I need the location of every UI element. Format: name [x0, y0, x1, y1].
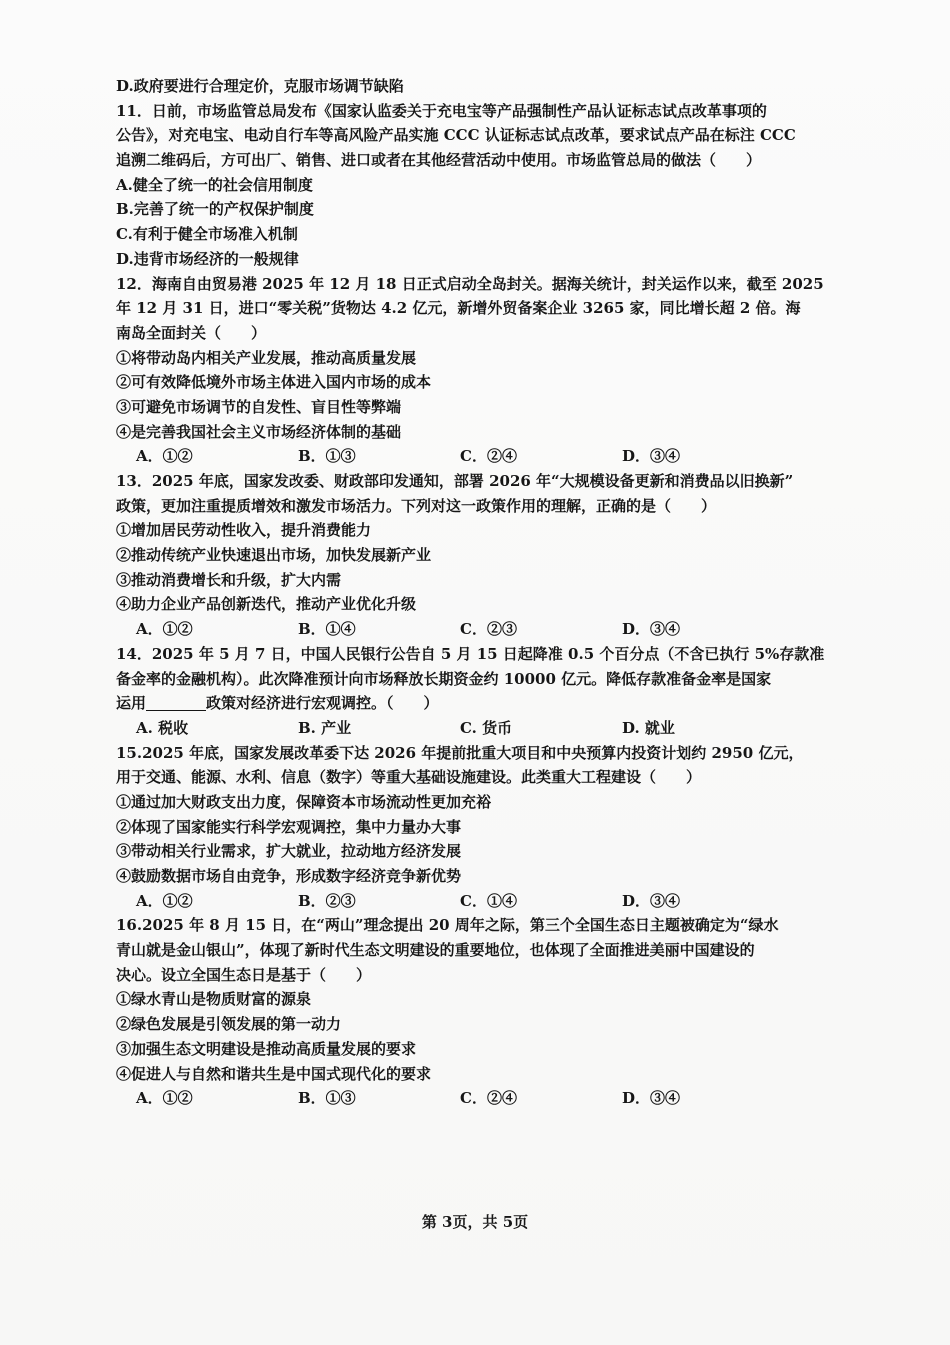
q16-stem-line: 青山就是金山银山”，体现了新时代生态文明建设的重要地位，也体现了全面推进美丽中国建设的 [116, 941, 755, 960]
q10-choice-d: D.政府要进行合理定价，克服市场调节缺陷 [116, 77, 404, 95]
q11-choice-a[interactable]: A.健全了统一的社会信用制度 [116, 175, 313, 194]
q12-options [116, 444, 832, 469]
q15-item-2: ②体现了国家能实行科学宏观调控，集中力量办大事 [116, 817, 462, 836]
q13-stem-line: 13．2025 年底，国家发改委、财政部印发通知，部署 2026 年“大规模设备更新和消费品以旧换新” [116, 472, 794, 490]
q14-stem-prefix: 运用 [116, 694, 147, 713]
q14-stem-suffix: 政策对经济进行宏观调控。（ ） [206, 694, 439, 713]
q12-item-2: ②可有效降低境外市场主体进入国内市场的成本 [116, 373, 432, 392]
q16-stem-line: 16.2025 年 8 月 15 日，在“两山”理念提出 20 周年之际，第三个全国生态日主题被确定为“绿水 [116, 916, 779, 935]
q15-stem-line: 15.2025 年底，国家发展改革委下达 2026 年提前批重大项目和中央预算内投资计划约 2950 亿元， [116, 743, 804, 762]
q16-option-d[interactable]: D．③④ [622, 1089, 681, 1108]
q12-stem-line: 南岛全面封关（ ） [116, 323, 267, 342]
q12-item-3: ③可避免市场调节的自发性、盲目性等弊端 [116, 397, 402, 416]
q12-stem-line: 年 12 月 31 日，进口“零关税”货物达 4.2 亿元，新增外贸备案企业 3265 家，同比增长超 2 倍。海 [116, 299, 801, 318]
q14-option-d[interactable]: D. 就业 [622, 718, 675, 737]
q15-option-b[interactable]: B．②③ [298, 891, 356, 910]
q16-option-b[interactable]: B．①③ [298, 1089, 356, 1108]
q16-option-c[interactable]: C．②④ [460, 1089, 517, 1108]
q13-option-a[interactable]: A．①② [136, 620, 193, 639]
q15-options [116, 889, 832, 914]
q14-stem-line: 14．2025 年 5 月 7 日，中国人民银行公告自 5 月 15 日起降准 0.5 个百分点（不含已执行 5%存款准 [116, 644, 825, 663]
q15-option-d[interactable]: D．③④ [622, 891, 681, 910]
page-content [116, 74, 832, 1111]
q11-choice-c[interactable]: C.有利于健全市场准入机制 [116, 225, 298, 244]
question-16 [116, 913, 832, 1111]
q12-item-1: ①将带动岛内相关产业发展，推动高质量发展 [116, 348, 417, 367]
q14-stem-line: 备金率的金融机构）。此次降准预计向市场释放长期资金约 10000 亿元。降低存款准备金率是国家 [116, 669, 772, 688]
q13-item-4: ④助力企业产品创新迭代，推动产业优化升级 [116, 595, 417, 614]
q14-options [116, 716, 832, 741]
q14-option-a[interactable]: A. 税收 [136, 718, 189, 737]
q16-item-3: ③加强生态文明建设是推动高质量发展的要求 [116, 1039, 417, 1058]
q15-item-1: ①通过加大财政支出力度，保障资本市场流动性更加充裕 [116, 792, 492, 811]
q11-choice-b[interactable]: B.完善了统一的产权保护制度 [116, 200, 314, 219]
page-footer: 第 3页，共 5页 [421, 1213, 529, 1231]
q16-option-a[interactable]: A．①② [136, 1089, 193, 1108]
q12-item-4: ④是完善我国社会主义市场经济体制的基础 [116, 422, 402, 441]
q15-option-a[interactable]: A．①② [136, 891, 193, 910]
q15-item-3: ③带动相关行业需求，扩大就业，拉动地方经济发展 [116, 842, 462, 861]
q13-item-2: ②推动传统产业快速退出市场，加快发展新产业 [116, 546, 432, 565]
q13-stem-line: 政策，更加注重提质增效和激发市场活力。下列对这一政策作用的理解，正确的是（ ） [116, 496, 717, 515]
q11-stem-line: 11．日前，市场监管总局发布《国家认监委关于充电宝等产品强制性产品认证标志试点改革事项的 [116, 101, 767, 120]
q13-options [116, 617, 832, 642]
q12-option-d[interactable]: D．③④ [622, 447, 681, 466]
q11-stem-line: 追溯二维码后，方可出厂、销售、进口或者在其他经营活动中使用。市场监管总局的做法（ ） [116, 151, 762, 170]
q12-option-c[interactable]: C．②④ [460, 447, 517, 466]
q14-option-c[interactable]: C. 货币 [460, 718, 513, 737]
q11-stem-line: 公告》，对充电宝、电动自行车等高风险产品实施 CCC 认证标志试点改革，要求试点产品在标注 CCC [116, 126, 796, 145]
question-14 [116, 642, 832, 741]
q16-item-4: ④促进人与自然和谐共生是中国式现代化的要求 [116, 1064, 432, 1083]
q13-option-d[interactable]: D．③④ [622, 620, 681, 639]
question-11 [116, 99, 832, 272]
q11-choice-d[interactable]: D.违背市场经济的一般规律 [116, 249, 299, 268]
q12-stem-line: 12．海南自由贸易港 2025 年 12 月 18 日正式启动全岛封关。据海关统计，封关运作以来，截至 2025 [116, 274, 824, 293]
q14-fill-blank[interactable] [146, 695, 206, 711]
q15-stem-line: 用于交通、能源、水利、信息（数字）等重大基础设施建设。此类重大工程建设（ ） [116, 768, 702, 787]
q13-item-3: ③推动消费增长和升级，扩大内需 [116, 570, 342, 589]
q14-option-b[interactable]: B. 产业 [298, 718, 352, 737]
q13-option-c[interactable]: C．②③ [460, 620, 517, 639]
q15-item-4: ④鼓励数据市场自由竞争，形成数字经济竞争新优势 [116, 867, 462, 885]
q16-item-2: ②绿色发展是引领发展的第一动力 [116, 1015, 342, 1034]
q16-stem-line: 决心。设立全国生态日是基于（ ） [116, 965, 372, 984]
q13-item-1: ①增加居民劳动性收入，提升消费能力 [116, 521, 372, 540]
question-15 [116, 741, 832, 914]
q16-item-1: ①绿水青山是物质财富的源泉 [116, 990, 312, 1009]
q15-option-c[interactable]: C．①④ [460, 891, 517, 910]
q13-option-b[interactable]: B．①④ [298, 620, 356, 639]
question-13 [116, 469, 832, 642]
q14-stem-last-line [116, 691, 832, 716]
q12-option-a[interactable]: A．①② [136, 447, 193, 466]
q12-option-b[interactable]: B．①③ [298, 447, 356, 466]
q16-options [116, 1086, 832, 1111]
question-12 [116, 272, 832, 470]
